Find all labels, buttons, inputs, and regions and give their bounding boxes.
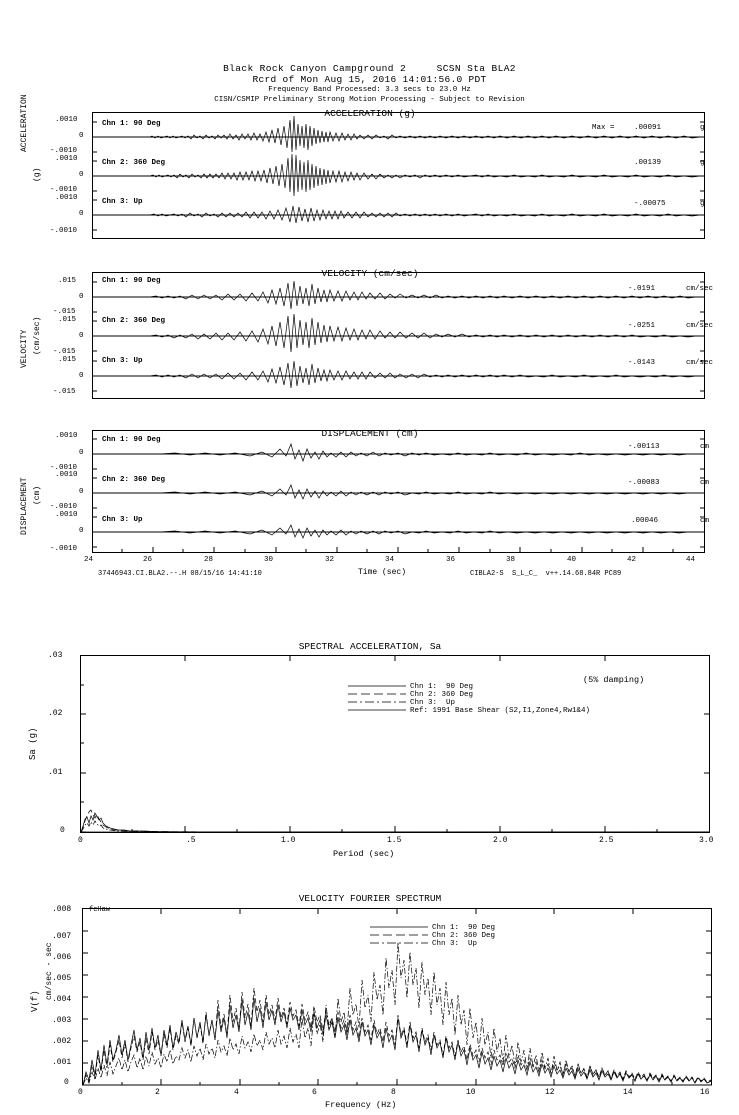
vel-ch2-peak-units: cm/sec — [686, 322, 714, 330]
accel-ch2-peak-units: g — [700, 159, 705, 167]
time-tick-40: 40 — [567, 556, 577, 564]
header-line-1: Black Rock Canyon Campground 2 SCSN Sta BLA2 — [223, 63, 516, 74]
disp-ch1-peak-units: cm — [700, 443, 710, 451]
vel-ch3-peak: -.0143 — [628, 359, 656, 367]
fs-ytick-007: .007 — [52, 932, 72, 941]
time-tick-24: 24 — [84, 556, 94, 564]
sa-plot-svg — [0, 640, 739, 900]
sa-legend-label-3: Chn 3: Up — [410, 699, 456, 707]
disp-ch1-peak: -.00113 — [628, 443, 660, 451]
record-id-footer: 37446943.CI.BLA2.--.H 08/15/16 14:41:10 — [98, 570, 262, 578]
sa-ytick-02: .02 — [48, 709, 63, 718]
accel-ytick-bot-2: -.0010 — [50, 186, 78, 194]
accel-ch3-label: Chn 3: Up — [102, 198, 143, 206]
processing-id-footer: CIBLA2-S S_L_C_ v++.14.68.84R PC89 — [470, 570, 622, 578]
sa-xlabel: Period (sec) — [333, 849, 395, 859]
accel-ch1-peak: .00091 — [634, 124, 662, 132]
accel-max-prefix: Max = — [592, 124, 615, 132]
fs-plot-svg — [0, 900, 739, 1110]
accel-ytick-top-1: .0010 — [55, 116, 78, 124]
fs-ytick-001: .001 — [52, 1058, 72, 1067]
fs-panel-title: VELOCITY FOURIER SPECTRUM — [298, 893, 442, 904]
vel-ch1-peak-units: cm/sec — [686, 285, 714, 293]
disp-ytick-top-1: .0010 — [55, 432, 78, 440]
accel-axis-units: (g) — [33, 167, 42, 182]
vel-axis-label: VELOCITY — [20, 329, 29, 368]
disp-ch2-label: Chn 2: 360 Deg — [102, 476, 166, 484]
fs-xtick-8: 8 — [391, 1088, 396, 1097]
disp-ch2-peak-units: cm — [700, 479, 710, 487]
time-tick-44: 44 — [686, 556, 696, 564]
disp-ytick-zero-1: 0 — [79, 449, 84, 457]
disp-ytick-bot-2: -.0010 — [50, 503, 78, 511]
sa-ylabel: Sa (g) — [28, 727, 38, 760]
fs-yunits: cm/sec - sec — [45, 942, 54, 1000]
sa-xtick-15: 1.5 — [387, 836, 402, 845]
fs-legend-label-1: Chn 1: 90 Deg — [432, 924, 496, 932]
fs-curve-ch1 — [83, 998, 711, 1085]
accel-axis-label: ACCELERATION — [20, 94, 29, 152]
fs-xtick-12: 12 — [545, 1088, 555, 1097]
accel-trace-ch1 — [92, 116, 705, 152]
sa-xtick-05: .5 — [186, 836, 196, 845]
vel-ch1-peak: -.0191 — [628, 285, 656, 293]
fs-xtick-4: 4 — [234, 1088, 239, 1097]
time-tick-30: 30 — [264, 556, 274, 564]
accel-ytick-zero-1: 0 — [79, 132, 84, 140]
disp-trace-ch2 — [92, 485, 705, 499]
fs-xtick-10: 10 — [466, 1088, 476, 1097]
vel-ytick-top-3: .015 — [58, 356, 77, 364]
time-tick-32: 32 — [325, 556, 335, 564]
fs-xtick-6: 6 — [312, 1088, 317, 1097]
sa-xtick-25: 2.5 — [599, 836, 614, 845]
vel-ytick-bot-2: -.015 — [53, 348, 76, 356]
fs-ytick-006: .006 — [52, 953, 72, 962]
disp-ch3-peak: .00046 — [631, 517, 659, 525]
vel-trace-ch1 — [92, 281, 705, 309]
disp-ytick-zero-2: 0 — [79, 488, 84, 496]
accel-ytick-bot-3: -.0010 — [50, 227, 78, 235]
disp-ytick-top-3: .0010 — [55, 511, 78, 519]
vel-ytick-top-2: .015 — [58, 316, 77, 324]
vel-ytick-top-1: .015 — [58, 277, 77, 285]
sa-ytick-0: 0 — [60, 826, 65, 835]
time-tick-28: 28 — [204, 556, 214, 564]
vel-panel-title: VELOCITY (cm/sec) — [321, 268, 419, 279]
sa-ytick-03: .03 — [48, 651, 63, 660]
header-line-2: Rcrd of Mon Aug 15, 2016 14:01:56.0 PDT — [252, 74, 487, 85]
accel-ch2-peak: .00139 — [634, 159, 662, 167]
time-axis-label: Time (sec) — [358, 568, 407, 577]
vel-ch3-label: Chn 3: Up — [102, 357, 143, 365]
vel-axis-units: (cm/sec) — [33, 316, 42, 355]
fs-corner-note: fcHaw — [89, 906, 111, 914]
time-tick-36: 36 — [446, 556, 456, 564]
time-tick-34: 34 — [385, 556, 395, 564]
disp-axis-label: DISPLACEMENT — [20, 477, 29, 535]
vel-ch2-peak: -.0251 — [628, 322, 656, 330]
disp-ytick-zero-3: 0 — [79, 527, 84, 535]
fs-xlabel: Frequency (Hz) — [325, 1100, 397, 1110]
fs-xtick-2: 2 — [155, 1088, 160, 1097]
time-tick-26: 26 — [143, 556, 153, 564]
vel-ch3-peak-units: cm/sec — [686, 359, 714, 367]
accel-ytick-zero-3: 0 — [79, 210, 84, 218]
fs-ytick-005: .005 — [52, 974, 72, 983]
sa-legend-label-2: Chn 2: 360 Deg — [410, 691, 474, 699]
accel-ch3-peak-units: g — [700, 200, 705, 208]
vel-ytick-zero-2: 0 — [79, 332, 84, 340]
sa-xtick-0: 0 — [78, 836, 83, 845]
disp-trace-ch1 — [92, 444, 705, 461]
fs-ytick-0: 0 — [64, 1078, 69, 1087]
vel-ch2-label: Chn 2: 360 Deg — [102, 317, 166, 325]
accel-ytick-top-2: .0010 — [55, 155, 78, 163]
fs-xtick-0: 0 — [78, 1088, 83, 1097]
vel-trace-ch2 — [92, 314, 705, 352]
fs-legend-label-3: Chn 3: Up — [432, 940, 478, 948]
disp-ytick-bot-1: -.0010 — [50, 464, 78, 472]
disp-ytick-top-2: .0010 — [55, 471, 78, 479]
header-line-4: CISN/CSMIP Preliminary Strong Motion Processing - Subject to Revision — [214, 96, 525, 104]
accel-ch2-label: Chn 2: 360 Deg — [102, 159, 166, 167]
fs-ylabel: V(f) — [30, 990, 40, 1012]
vel-ytick-zero-3: 0 — [79, 372, 84, 380]
disp-panel-title: DISPLACEMENT (cm) — [321, 428, 419, 439]
fs-ytick-002: .002 — [52, 1037, 72, 1046]
disp-ch3-label: Chn 3: Up — [102, 516, 143, 524]
accel-ch3-peak: -.00075 — [634, 200, 666, 208]
accel-panel-title: ACCELERATION (g) — [324, 108, 416, 119]
fs-curve-ch3 — [83, 942, 711, 1085]
vel-trace-ch3 — [92, 361, 705, 388]
sa-damping-note: (5% damping) — [583, 675, 645, 685]
sa-legend-label-4: Ref: 1991 Base Shear (S2,I1,Zone4,Rw1&4) — [410, 707, 591, 715]
vel-ytick-bot-3: -.015 — [53, 388, 76, 396]
header-line-3: Frequency Band Processed: 3.3 secs to 23.0 Hz — [268, 86, 471, 94]
fs-ytick-008: .008 — [52, 905, 72, 914]
disp-ytick-bot-3: -.0010 — [50, 545, 78, 553]
accel-ytick-bot-1: -.0010 — [50, 147, 78, 155]
fs-xtick-14: 14 — [623, 1088, 633, 1097]
accel-ch1-peak-units: g — [700, 124, 705, 132]
accel-ytick-top-3: .0010 — [55, 194, 78, 202]
disp-ch1-label: Chn 1: 90 Deg — [102, 436, 161, 444]
vel-ytick-bot-1: -.015 — [53, 308, 76, 316]
disp-axis-units: (cm) — [33, 485, 42, 505]
fs-ytick-004: .004 — [52, 995, 72, 1004]
accel-ch1-label: Chn 1: 90 Deg — [102, 120, 161, 128]
disp-ch3-peak-units: cm — [700, 517, 710, 525]
accel-ytick-zero-2: 0 — [79, 171, 84, 179]
sa-panel-title: SPECTRAL ACCELERATION, Sa — [298, 641, 442, 652]
accel-trace-ch2 — [92, 154, 705, 196]
vel-ch1-label: Chn 1: 90 Deg — [102, 277, 161, 285]
disp-ch2-peak: -.00083 — [628, 479, 660, 487]
sa-xtick-20: 2.0 — [493, 836, 508, 845]
time-tick-42: 42 — [627, 556, 637, 564]
sa-ytick-01: .01 — [48, 768, 63, 777]
fs-legend-label-2: Chn 2: 360 Deg — [432, 932, 496, 940]
fs-xtick-16: 16 — [700, 1088, 710, 1097]
sa-legend-label-1: Chn 1: 90 Deg — [410, 683, 474, 691]
vel-ytick-zero-1: 0 — [79, 293, 84, 301]
sa-xtick-10: 1.0 — [281, 836, 296, 845]
time-tick-38: 38 — [506, 556, 516, 564]
sa-xtick-30: 3.0 — [699, 836, 714, 845]
fs-ytick-003: .003 — [52, 1016, 72, 1025]
